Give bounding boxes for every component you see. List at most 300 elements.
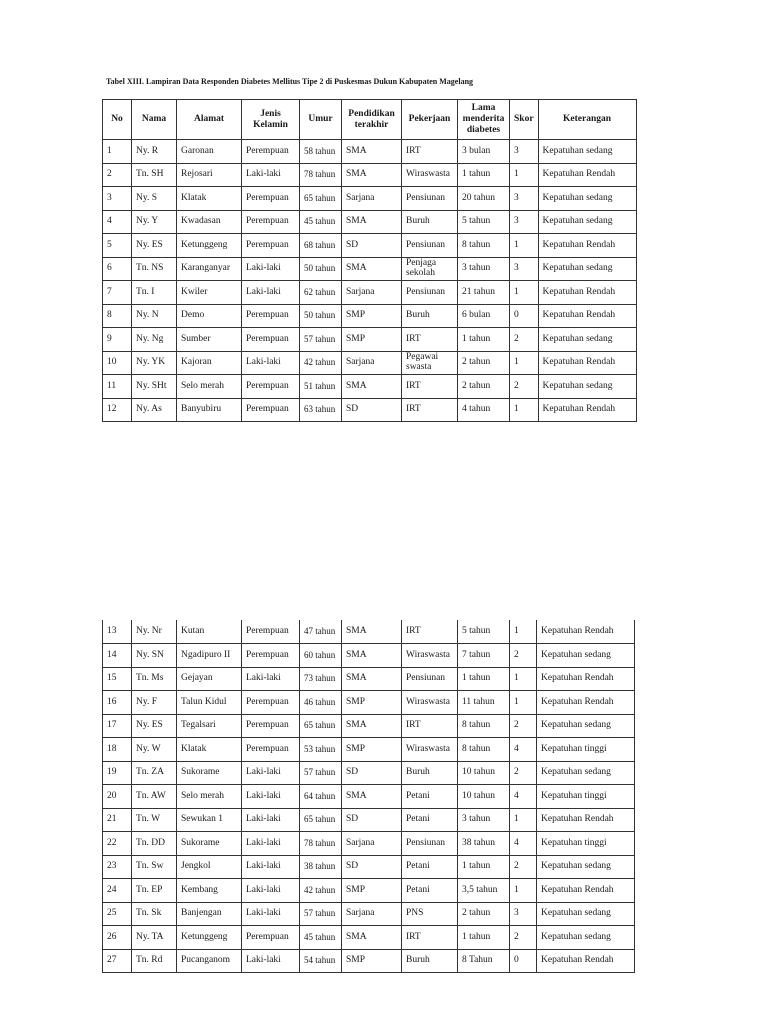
name-cell: Ny. N — [132, 304, 177, 328]
address-cell: Kembang — [177, 879, 242, 903]
address-cell: Pucanganom — [177, 949, 242, 973]
duration-cell: 8 tahun — [458, 714, 510, 738]
score-cell: 3 — [510, 210, 539, 234]
name-cell: Ny. W — [132, 738, 177, 762]
table-row — [103, 855, 635, 879]
gender-cell: Laki-laki — [242, 257, 300, 281]
address-cell: Kwiler — [177, 281, 242, 305]
remark-cell: Kepatuhan Rendah — [538, 281, 636, 305]
education-cell: SMA — [342, 785, 402, 809]
column-header: Skor — [510, 100, 539, 140]
score-cell: 2 — [510, 328, 539, 352]
occupation-cell: Pensiunan — [402, 667, 458, 691]
table-row — [103, 210, 637, 234]
age-cell: 65 tahun — [300, 714, 342, 738]
table-row — [103, 644, 635, 668]
no-cell: 17 — [103, 714, 132, 738]
column-header: Nama — [132, 100, 177, 140]
age-cell: 45 tahun — [300, 210, 342, 234]
address-cell: Talun Kidul — [177, 691, 242, 715]
age-cell: 73 tahun — [300, 667, 342, 691]
duration-cell: 11 tahun — [458, 691, 510, 715]
name-cell: Ny. Y — [132, 210, 177, 234]
gender-cell: Perempuan — [242, 140, 300, 164]
age-cell: 38 tahun — [300, 855, 342, 879]
education-cell: SMP — [342, 738, 402, 762]
column-header: Jenis Kelamin — [242, 100, 300, 140]
address-cell: Selo merah — [177, 785, 242, 809]
occupation-cell: Buruh — [402, 304, 458, 328]
address-cell: Selo merah — [177, 375, 242, 399]
remark-cell: Kepatuhan sedang — [538, 140, 636, 164]
gender-cell: Laki-laki — [242, 761, 300, 785]
score-cell: 1 — [510, 879, 537, 903]
remark-cell: Kepatuhan Rendah — [538, 398, 636, 422]
address-cell: Gejayan — [177, 667, 242, 691]
education-cell: Sarjana — [342, 351, 402, 375]
age-cell: 50 tahun — [300, 257, 342, 281]
duration-cell: 1 tahun — [458, 328, 510, 352]
name-cell: Tn. Ms — [132, 667, 177, 691]
age-cell: 50 tahun — [300, 304, 342, 328]
score-cell: 1 — [510, 351, 539, 375]
address-cell: Tegalsari — [177, 714, 242, 738]
occupation-cell: Wiraswasta — [402, 691, 458, 715]
column-header: Lama menderita diabetes — [458, 100, 510, 140]
no-cell: 16 — [103, 691, 132, 715]
occupation-cell: IRT — [402, 328, 458, 352]
score-cell: 2 — [510, 926, 537, 950]
age-cell: 62 tahun — [300, 281, 342, 305]
name-cell: Tn. W — [132, 808, 177, 832]
no-cell: 11 — [103, 375, 132, 399]
no-cell: 18 — [103, 738, 132, 762]
gender-cell: Perempuan — [242, 644, 300, 668]
table-row — [103, 281, 637, 305]
address-cell: Jengkol — [177, 855, 242, 879]
no-cell: 2 — [103, 163, 132, 187]
table-row — [103, 926, 635, 950]
score-cell: 3 — [510, 257, 539, 281]
gender-cell: Laki-laki — [242, 281, 300, 305]
education-cell: SD — [342, 398, 402, 422]
no-cell: 8 — [103, 304, 132, 328]
duration-cell: 2 tahun — [458, 351, 510, 375]
name-cell: Ny. SHt — [132, 375, 177, 399]
name-cell: Ny. ES — [132, 234, 177, 258]
occupation-cell: IRT — [402, 714, 458, 738]
gender-cell: Perempuan — [242, 187, 300, 211]
score-cell: 4 — [510, 832, 537, 856]
gender-cell: Perempuan — [242, 375, 300, 399]
age-cell: 51 tahun — [300, 375, 342, 399]
gender-cell: Perempuan — [242, 738, 300, 762]
gender-cell: Perempuan — [242, 691, 300, 715]
table-row — [103, 667, 635, 691]
score-cell: 3 — [510, 187, 539, 211]
respondent-table-part-2 — [102, 620, 635, 973]
education-cell: SD — [342, 761, 402, 785]
column-header: Keterangan — [538, 100, 636, 140]
duration-cell: 1 tahun — [458, 855, 510, 879]
score-cell: 2 — [510, 855, 537, 879]
education-cell: SD — [342, 808, 402, 832]
column-header: Pendidikan terakhir — [342, 100, 402, 140]
occupation-cell: Wiraswasta — [402, 738, 458, 762]
name-cell: Ny. YK — [132, 351, 177, 375]
table-row — [103, 187, 637, 211]
occupation-cell: Wiraswasta — [402, 644, 458, 668]
remark-cell: Kepatuhan sedang — [537, 902, 635, 926]
occupation-cell: PNS — [402, 902, 458, 926]
remark-cell: Kepatuhan sedang — [538, 187, 636, 211]
duration-cell: 1 tahun — [458, 163, 510, 187]
duration-cell: 5 tahun — [458, 210, 510, 234]
table-row — [103, 714, 635, 738]
duration-cell: 1 tahun — [458, 667, 510, 691]
no-cell: 21 — [103, 808, 132, 832]
duration-cell: 5 tahun — [458, 620, 510, 644]
age-cell: 64 tahun — [300, 785, 342, 809]
duration-cell: 3 tahun — [458, 808, 510, 832]
gender-cell: Laki-laki — [242, 667, 300, 691]
remark-cell: Kepatuhan Rendah — [538, 163, 636, 187]
age-cell: 42 tahun — [300, 879, 342, 903]
education-cell: SD — [342, 855, 402, 879]
age-cell: 78 tahun — [300, 832, 342, 856]
age-cell: 46 tahun — [300, 691, 342, 715]
remark-cell: Kepatuhan sedang — [537, 926, 635, 950]
no-cell: 4 — [103, 210, 132, 234]
table-row — [103, 879, 635, 903]
table-row — [103, 304, 637, 328]
no-cell: 3 — [103, 187, 132, 211]
no-cell: 14 — [103, 644, 132, 668]
name-cell: Ny. SN — [132, 644, 177, 668]
score-cell: 1 — [510, 234, 539, 258]
duration-cell: 6 bulan — [458, 304, 510, 328]
duration-cell: 8 tahun — [458, 234, 510, 258]
name-cell: Ny. ES — [132, 714, 177, 738]
score-cell: 2 — [510, 644, 537, 668]
education-cell: SMA — [342, 644, 402, 668]
name-cell: Ny. As — [132, 398, 177, 422]
education-cell: SMA — [342, 257, 402, 281]
duration-cell: 2 tahun — [458, 375, 510, 399]
name-cell: Tn. AW — [132, 785, 177, 809]
table-row — [103, 351, 637, 375]
age-cell: 65 tahun — [300, 808, 342, 832]
age-cell: 63 tahun — [300, 398, 342, 422]
name-cell: Tn. NS — [132, 257, 177, 281]
education-cell: SMA — [342, 210, 402, 234]
address-cell: Garonan — [177, 140, 242, 164]
occupation-cell: IRT — [402, 926, 458, 950]
no-cell: 19 — [103, 761, 132, 785]
address-cell: Klatak — [177, 187, 242, 211]
table-row — [103, 902, 635, 926]
age-cell: 53 tahun — [300, 738, 342, 762]
education-cell: SD — [342, 234, 402, 258]
occupation-cell: Pensiunan — [402, 281, 458, 305]
column-header: Pekerjaan — [402, 100, 458, 140]
name-cell: Ny. Ng — [132, 328, 177, 352]
remark-cell: Kepatuhan tinggi — [537, 832, 635, 856]
table-row — [103, 140, 637, 164]
occupation-cell: Pensiunan — [402, 187, 458, 211]
duration-cell: 2 tahun — [458, 902, 510, 926]
score-cell: 1 — [510, 281, 539, 305]
duration-cell: 38 tahun — [458, 832, 510, 856]
remark-cell: Kepatuhan Rendah — [537, 620, 635, 644]
no-cell: 20 — [103, 785, 132, 809]
gender-cell: Perempuan — [242, 398, 300, 422]
occupation-cell: Petani — [402, 879, 458, 903]
remark-cell: Kepatuhan Rendah — [538, 304, 636, 328]
age-cell: 57 tahun — [300, 328, 342, 352]
duration-cell: 3,5 tahun — [458, 879, 510, 903]
education-cell: Sarjana — [342, 832, 402, 856]
column-header: Alamat — [177, 100, 242, 140]
score-cell: 1 — [510, 667, 537, 691]
remark-cell: Kepatuhan sedang — [537, 761, 635, 785]
name-cell: Tn. EP — [132, 879, 177, 903]
no-cell: 6 — [103, 257, 132, 281]
gender-cell: Laki-laki — [242, 855, 300, 879]
gender-cell: Laki-laki — [242, 163, 300, 187]
table-row — [103, 234, 637, 258]
score-cell: 1 — [510, 398, 539, 422]
name-cell: Ny. Nr — [132, 620, 177, 644]
gender-cell: Laki-laki — [242, 351, 300, 375]
duration-cell: 3 tahun — [458, 257, 510, 281]
remark-cell: Kepatuhan sedang — [538, 257, 636, 281]
name-cell: Ny. F — [132, 691, 177, 715]
table-row — [103, 832, 635, 856]
remark-cell: Kepatuhan sedang — [537, 855, 635, 879]
remark-cell: Kepatuhan sedang — [537, 714, 635, 738]
duration-cell: 7 tahun — [458, 644, 510, 668]
age-cell: 57 tahun — [300, 902, 342, 926]
table-row — [103, 785, 635, 809]
duration-cell: 21 tahun — [458, 281, 510, 305]
remark-cell: Kepatuhan Rendah — [537, 667, 635, 691]
age-cell: 54 tahun — [300, 949, 342, 973]
remark-cell: Kepatuhan sedang — [538, 210, 636, 234]
occupation-cell: Pensiunan — [402, 234, 458, 258]
age-cell: 65 tahun — [300, 187, 342, 211]
address-cell: Kwadasan — [177, 210, 242, 234]
address-cell: Klatak — [177, 738, 242, 762]
no-cell: 24 — [103, 879, 132, 903]
no-cell: 9 — [103, 328, 132, 352]
name-cell: Ny. R — [132, 140, 177, 164]
no-cell: 10 — [103, 351, 132, 375]
duration-cell: 10 tahun — [458, 761, 510, 785]
no-cell: 7 — [103, 281, 132, 305]
name-cell: Ny. TA — [132, 926, 177, 950]
occupation-cell: IRT — [402, 398, 458, 422]
duration-cell: 4 tahun — [458, 398, 510, 422]
name-cell: Tn. Sk — [132, 902, 177, 926]
education-cell: SMA — [342, 375, 402, 399]
table-row — [103, 398, 637, 422]
gender-cell: Perempuan — [242, 210, 300, 234]
score-cell: 1 — [510, 691, 537, 715]
address-cell: Sewukan 1 — [177, 808, 242, 832]
no-cell: 1 — [103, 140, 132, 164]
occupation-cell: IRT — [402, 140, 458, 164]
duration-cell: 20 tahun — [458, 187, 510, 211]
duration-cell: 8 Tahun — [458, 949, 510, 973]
age-cell: 42 tahun — [300, 351, 342, 375]
score-cell: 3 — [510, 902, 537, 926]
table-row — [103, 620, 635, 644]
gender-cell: Laki-laki — [242, 879, 300, 903]
column-header: Umur — [300, 100, 342, 140]
score-cell: 1 — [510, 163, 539, 187]
address-cell: Sukorame — [177, 832, 242, 856]
score-cell: 0 — [510, 304, 539, 328]
address-cell: Rejosari — [177, 163, 242, 187]
age-cell: 68 tahun — [300, 234, 342, 258]
table-caption: Tabel XIII. Lampiran Data Responden Diabetes Mellitus Tipe 2 di Puskesmas Dukun Kabupaten Magelang — [106, 77, 474, 86]
address-cell: Kajoran — [177, 351, 242, 375]
duration-cell: 8 tahun — [458, 738, 510, 762]
address-cell: Demo — [177, 304, 242, 328]
address-cell: Karanganyar — [177, 257, 242, 281]
remark-cell: Kepatuhan tinggi — [537, 785, 635, 809]
education-cell: SMP — [342, 691, 402, 715]
score-cell: 1 — [510, 808, 537, 832]
occupation-cell: Petani — [402, 785, 458, 809]
age-cell: 78 tahun — [300, 163, 342, 187]
score-cell: 2 — [510, 714, 537, 738]
gender-cell: Laki-laki — [242, 832, 300, 856]
gender-cell: Perempuan — [242, 714, 300, 738]
gender-cell: Laki-laki — [242, 949, 300, 973]
address-cell: Sumber — [177, 328, 242, 352]
address-cell: Banjengan — [177, 902, 242, 926]
gender-cell: Perempuan — [242, 304, 300, 328]
table-row — [103, 375, 637, 399]
occupation-cell: Pegawai swasta — [402, 351, 458, 375]
education-cell: SMA — [342, 163, 402, 187]
no-cell: 25 — [103, 902, 132, 926]
occupation-cell: Buruh — [402, 210, 458, 234]
address-cell: Kutan — [177, 620, 242, 644]
column-header: No — [103, 100, 132, 140]
address-cell: Sukorame — [177, 761, 242, 785]
name-cell: Tn. ZA — [132, 761, 177, 785]
score-cell: 2 — [510, 761, 537, 785]
education-cell: SMP — [342, 328, 402, 352]
occupation-cell: Wiraswasta — [402, 163, 458, 187]
remark-cell: Kepatuhan Rendah — [537, 808, 635, 832]
education-cell: SMA — [342, 667, 402, 691]
occupation-cell: Penjaga sekolah — [402, 257, 458, 281]
no-cell: 15 — [103, 667, 132, 691]
remark-cell: Kepatuhan Rendah — [538, 351, 636, 375]
occupation-cell: Petani — [402, 808, 458, 832]
score-cell: 2 — [510, 375, 539, 399]
score-cell: 1 — [510, 620, 537, 644]
table-header-row — [103, 100, 637, 140]
name-cell: Tn. Sw — [132, 855, 177, 879]
occupation-cell: Buruh — [402, 761, 458, 785]
address-cell: Ketunggeng — [177, 234, 242, 258]
occupation-cell: Buruh — [402, 949, 458, 973]
score-cell: 4 — [510, 785, 537, 809]
gender-cell: Perempuan — [242, 620, 300, 644]
name-cell: Tn. I — [132, 281, 177, 305]
no-cell: 13 — [103, 620, 132, 644]
education-cell: Sarjana — [342, 902, 402, 926]
table-row — [103, 328, 637, 352]
name-cell: Tn. Rd — [132, 949, 177, 973]
table-row — [103, 761, 635, 785]
education-cell: SMP — [342, 879, 402, 903]
education-cell: SMA — [342, 714, 402, 738]
table-row — [103, 257, 637, 281]
table-row — [103, 691, 635, 715]
no-cell: 5 — [103, 234, 132, 258]
education-cell: SMP — [342, 949, 402, 973]
remark-cell: Kepatuhan sedang — [537, 644, 635, 668]
education-cell: SMA — [342, 620, 402, 644]
gender-cell: Laki-laki — [242, 808, 300, 832]
remark-cell: Kepatuhan Rendah — [538, 234, 636, 258]
respondent-table-part-1 — [102, 99, 637, 422]
address-cell: Ketunggeng — [177, 926, 242, 950]
duration-cell: 10 tahun — [458, 785, 510, 809]
remark-cell: Kepatuhan tinggi — [537, 738, 635, 762]
no-cell: 22 — [103, 832, 132, 856]
name-cell: Tn. SH — [132, 163, 177, 187]
gender-cell: Laki-laki — [242, 902, 300, 926]
education-cell: Sarjana — [342, 281, 402, 305]
occupation-cell: IRT — [402, 375, 458, 399]
duration-cell: 3 bulan — [458, 140, 510, 164]
education-cell: Sarjana — [342, 187, 402, 211]
no-cell: 27 — [103, 949, 132, 973]
gender-cell: Perempuan — [242, 926, 300, 950]
remark-cell: Kepatuhan sedang — [538, 328, 636, 352]
score-cell: 0 — [510, 949, 537, 973]
gender-cell: Perempuan — [242, 234, 300, 258]
table-row — [103, 949, 635, 973]
remark-cell: Kepatuhan Rendah — [537, 879, 635, 903]
score-cell: 3 — [510, 140, 539, 164]
no-cell: 26 — [103, 926, 132, 950]
occupation-cell: IRT — [402, 620, 458, 644]
age-cell: 45 tahun — [300, 926, 342, 950]
score-cell: 4 — [510, 738, 537, 762]
remark-cell: Kepatuhan Rendah — [537, 691, 635, 715]
address-cell: Banyubiru — [177, 398, 242, 422]
age-cell: 58 tahun — [300, 140, 342, 164]
no-cell: 12 — [103, 398, 132, 422]
education-cell: SMP — [342, 304, 402, 328]
duration-cell: 1 tahun — [458, 926, 510, 950]
table-row — [103, 163, 637, 187]
remark-cell: Kepatuhan sedang — [538, 375, 636, 399]
age-cell: 47 tahun — [300, 620, 342, 644]
education-cell: SMA — [342, 926, 402, 950]
remark-cell: Kepatuhan Rendah — [537, 949, 635, 973]
occupation-cell: Pensiunan — [402, 832, 458, 856]
age-cell: 60 tahun — [300, 644, 342, 668]
